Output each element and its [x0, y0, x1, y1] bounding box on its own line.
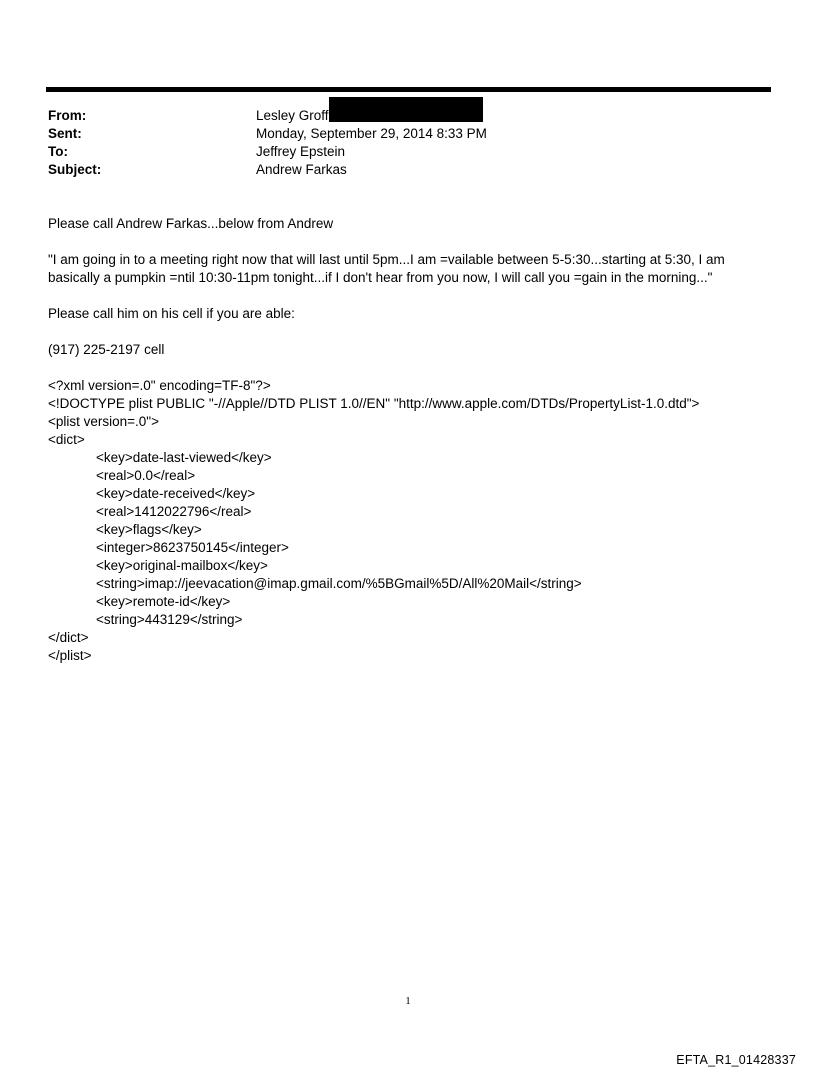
subject-label: Subject:	[48, 162, 102, 177]
xml-line: <?xml version=.0" encoding=TF-8"?>	[48, 378, 271, 393]
from-label: From:	[48, 108, 87, 123]
sent-label: Sent:	[48, 126, 82, 141]
phone-number: (917) 225-2197 cell	[48, 342, 165, 357]
xml-line: <!DOCTYPE plist PUBLIC "-//Apple//DTD PLIST 1.0//EN" "http://www.apple.com/DTDs/PropertyList-1.0.dtd">	[48, 396, 700, 411]
sent-row	[48, 125, 748, 143]
xml-line: <string>imap://jeevacation@imap.gmail.com/%5BGmail%5D/All%20Mail</string>	[96, 576, 582, 591]
redaction-box	[329, 97, 483, 122]
body-paragraph: Please call Andrew Farkas...below from Andrew	[48, 216, 334, 231]
body-paragraph: Please call him on his cell if you are able:	[48, 306, 295, 321]
xml-line: <plist version=.0">	[48, 414, 159, 429]
page-number: 1	[405, 995, 411, 1007]
xml-line: </plist>	[48, 648, 92, 663]
xml-line: <dict>	[48, 432, 85, 447]
quoted-message: "I am going in to a meeting right now that will last until 5pm...I am =vailable between 5-5:30...starting at 5:30, I am basically a pumpkin =ntil 10:30-11pm tonight...if I don't hear from you now, I will call you =gain in the morning..."	[48, 252, 725, 285]
xml-line: <key>original-mailbox</key>	[96, 558, 268, 573]
xml-line: <key>flags</key>	[96, 522, 202, 537]
xml-line: <key>remote-id</key>	[96, 594, 231, 609]
to-value: Jeffrey Epstein	[256, 144, 346, 159]
to-label: To:	[48, 144, 68, 159]
subject-value: Andrew Farkas	[256, 162, 347, 177]
plist-block	[48, 377, 768, 665]
bates-number: EFTA_R1_01428337	[676, 1053, 796, 1067]
from-value: Lesley Groff	[256, 108, 329, 123]
xml-line: <real>0.0</real>	[96, 468, 196, 483]
xml-line: </dict>	[48, 630, 89, 645]
xml-line: <string>443129</string>	[96, 612, 243, 627]
to-row	[48, 143, 748, 161]
email-body	[48, 215, 768, 665]
sent-value: Monday, September 29, 2014 8:33 PM	[256, 126, 487, 141]
xml-line: <integer>8623750145</integer>	[96, 540, 289, 555]
header-divider	[46, 87, 771, 92]
xml-line: <key>date-last-viewed</key>	[96, 450, 272, 465]
subject-row	[48, 161, 748, 179]
xml-line: <real>1412022796</real>	[96, 504, 252, 519]
xml-line: <key>date-received</key>	[96, 486, 256, 501]
